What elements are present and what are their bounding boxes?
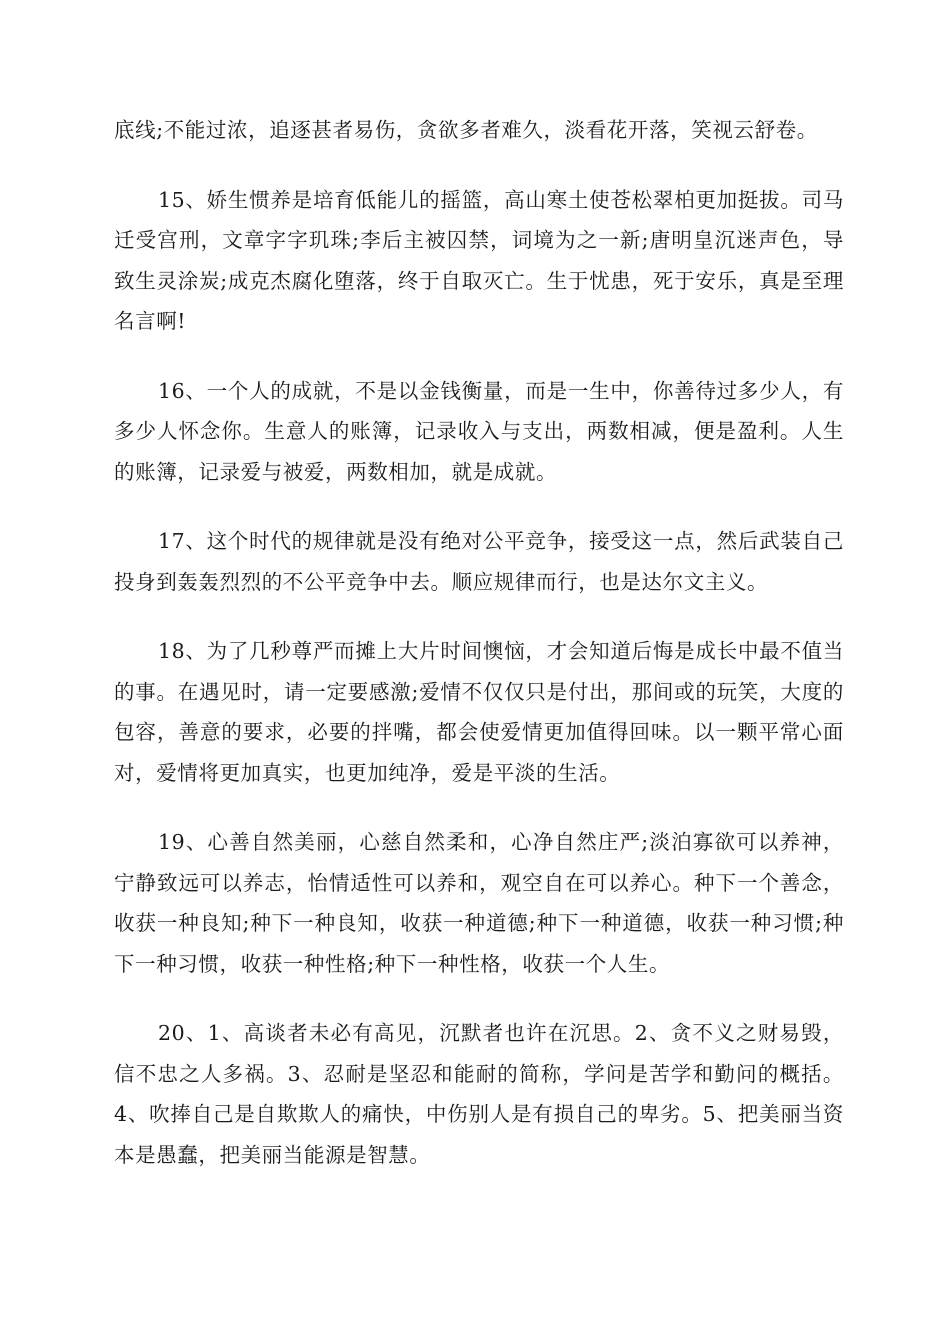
paragraph-17: 17、这个时代的规律就是没有绝对公平竞争，接受这一点，然后武装自己投身到轰轰烈烈的不公平竞争中去。顺应规律而行，也是达尔文主义。 — [114, 529, 844, 594]
paragraph-14-continuation: 底线;不能过浓，追逐甚者易伤，贪欲多者难久，淡看花开落，笑视云舒卷。 — [114, 118, 818, 142]
paragraph-16: 16、一个人的成就，不是以金钱衡量，而是一生中，你善待过多少人，有多少人怀念你。生意人的账簿，记录收入与支出，两数相减，便是盈利。人生的账簿，记录爱与被爱，两数相加，就是成就。 — [114, 378, 844, 484]
document-body — [114, 110, 844, 1204]
paragraph-19: 19、心善自然美丽，心慈自然柔和，心净自然庄严;淡泊寡欲可以养神，宁静致远可以养志，怡情适性可以养和，观空自在可以养心。种下一个善念，收获一种良知;种下一种良知，收获一种道德;种下一种道德，收获一种习惯;种下一种习惯，收获一种性格;种下一种性格，收获一个人生。 — [114, 830, 844, 976]
paragraph-15: 15、娇生惯养是培育低能儿的摇篮，高山寒土使苍松翠柏更加挺拔。司马迁受宫刑，文章字字玑珠;李后主被囚禁，词境为之一新;唐明皇沉迷声色，导致生灵涂炭;成克杰腐化堕落，终于自取灭亡。生于忧患，死于安乐，真是至理名言啊! — [114, 187, 844, 333]
paragraph-18: 18、为了几秒尊严而摊上大片时间懊恼，才会知道后悔是成长中最不值当的事。在遇见时，请一定要感激;爱情不仅仅只是付出，那间或的玩笑，大度的包容，善意的要求，必要的拌嘴，都会使爱情更加值得回味。以一颗平常心面对，爱情将更加真实，也更加纯净，爱是平淡的生活。 — [114, 639, 844, 785]
paragraph-20: 20、1、高谈者未必有高见，沉默者也许在沉思。2、贪不义之财易毁，信不忠之人多祸。3、忍耐是坚忍和能耐的简称，学问是苦学和勤问的概括。4、吹捧自己是自欺欺人的痛快，中伤别人是有损自己的卑劣。5、把美丽当资本是愚蠢，把美丽当能源是智慧。 — [114, 1021, 844, 1167]
